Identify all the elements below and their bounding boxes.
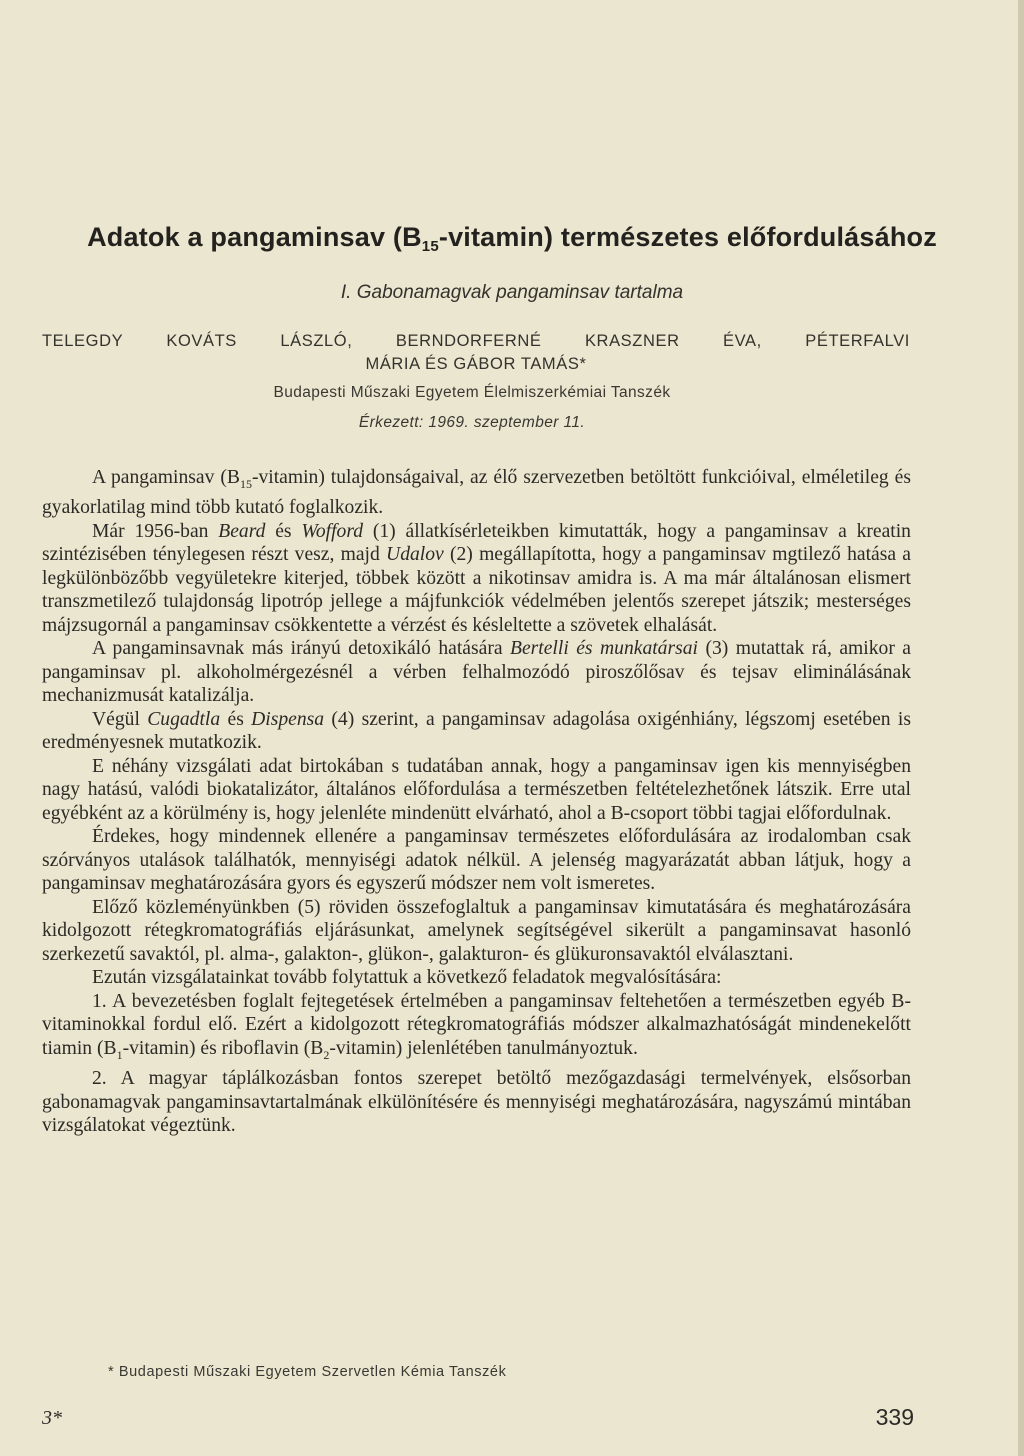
signature-mark: 3*	[42, 1407, 62, 1429]
paragraph-3: A pangaminsavnak más irányú detoxikáló hatására Bertelli és munkatársai (3) mutattak rá, amikor a pangaminsav pl. alkoholmérgezésnél a vérben felhalmozódó piroszőlősav és tejsav eliminálásának mechanizmusát katalizálja.	[42, 638, 911, 707]
paragraph-6: Érdekes, hogy mindennek ellenére a pangaminsav természetes előfordulására az irodalomban csak szórványos utalások találhatók, mennyiségi adatok nélkül. A jelenség magyarázatát abban látjuk, hogy a pangaminsav meghatározására gyors és egyszerű módszer nem volt ismeretes.	[42, 826, 911, 895]
citation-author: Udalov	[386, 544, 444, 566]
authors-line-2: MÁRIA ÉS GÁBOR TAMÁS*	[365, 355, 587, 373]
paragraph-2: Már 1956-ban Beard és Wofford (1) állatkísérleteikben kimutatták, hogy a pangaminsav a kreatin szintézisében ténylegesen részt vesz, majd Udalov (2) megállapította, hogy a pangaminsav mgtilező hatása a legkülönbözőbb vegyületekre kiterjed, többek között a nikotinsav amidra is. A ma már általánosan elismert transzmetilező tulajdonság lipotróp jellege a májfunkciók védelmében jelentős szerepet játszik; mesterséges májzsugornál a pangaminsav csökkentette a vérzést és késleltette a szövetek elhalását.	[42, 520, 911, 636]
citation-author: Beard	[218, 520, 266, 542]
page-number: 339	[875, 1404, 914, 1430]
article-title	[0, 222, 1024, 255]
paragraph-5: E néhány vizsgálati adat birtokában s tudatában annak, hogy a pangaminsav igen kis mennyiségben nagy hatású, valódi biokatalizátor, általános előfordulása a természetben feltételezhetőnek látszik. Erre utal egyébként az a körülmény is, hogy jelenléte mindenütt elvárható, ahol a B-csoport többi tagjai előfordulnak.	[42, 755, 911, 824]
authors-line-1: TELEGDY KOVÁTS LÁSZLÓ, BERNDORFERNÉ KRASZNER ÉVA, PÉTERFALVI	[42, 332, 910, 350]
footnote: * Budapesti Műszaki Egyetem Szervetlen Kémia Tanszék	[108, 1364, 507, 1380]
title-subscript: 15	[421, 238, 439, 255]
paragraph-1: A pangaminsav $(B_{15}-vitamin)$ tulajdonságaival, az élő szervezetben betöltött funkcióival, elméletileg és gyakorlatilag mind több kutató foglalkozik.	[42, 467, 911, 519]
paragraph-10: 2. A magyar táplálkozásban fontos szerepet betöltő mezőgazdasági termelvények, elsősorban gabonamagvak pangaminsavtartalmának elkülönítésére és mennyiségi meghatározására, nagyszámú mintában vizsgálatokat végeztünk.	[42, 1068, 911, 1137]
article-subtitle: I. Gabonamagvak pangaminsav tartalma	[340, 282, 684, 303]
paragraph-8: Ezután vizsgálatainkat tovább folytattuk a következő feladatok megvalósítására:	[92, 967, 722, 989]
citation-author: Dispensa	[251, 708, 325, 730]
title-text: Adatok a pangaminsav (B	[87, 222, 422, 252]
page-edge	[1018, 0, 1024, 1456]
affiliation: Budapesti Műszaki Egyetem Élelmiszerkémiai Tanszék	[273, 384, 671, 401]
citation-author: Wofford	[301, 520, 364, 542]
received-date: Érkezett: 1969. szeptember 11.	[358, 414, 586, 431]
paragraph-7: Előző közleményünkben (5) röviden összefoglaltuk a pangaminsav kimutatására és meghatározására kidolgozott rétegkromatográfiás eljárásunkat, amelynek segítségével sikerült a pangaminsavat hasonló szerkezetű savaktól, pl. alma-, galakton-, glükon-, galakturon- és glükuronsavaktól elválasztani.	[42, 896, 911, 965]
paragraph-9: 1. A bevezetésben foglalt fejtegetések értelmében a pangaminsav feltehetően a természetben egyéb B-vitaminokkal fordul elő. Ezért a kidolgozott rétegkromatográfiás módszer alkalmazhatóságát mindenekelőtt tiamin $(B_1-vitamin)$ és riboflavin $(B_2-vitamin)$ jelenlétében tanulmányoztuk.	[42, 990, 911, 1062]
citation-author: Cugadtla	[147, 708, 221, 730]
paragraph-4: Végül Cugadtla és Dispensa (4) szerint, a pangaminsav adagolása oxigénhiány, légszomj esetében is eredményesnek mutatkozik.	[42, 708, 911, 754]
title-text-end: -vitamin) természetes előfordulásához	[438, 222, 937, 252]
article-body	[42, 466, 911, 1138]
author-list	[42, 330, 910, 376]
citation-author: Bertelli és munkatársai	[510, 638, 698, 660]
